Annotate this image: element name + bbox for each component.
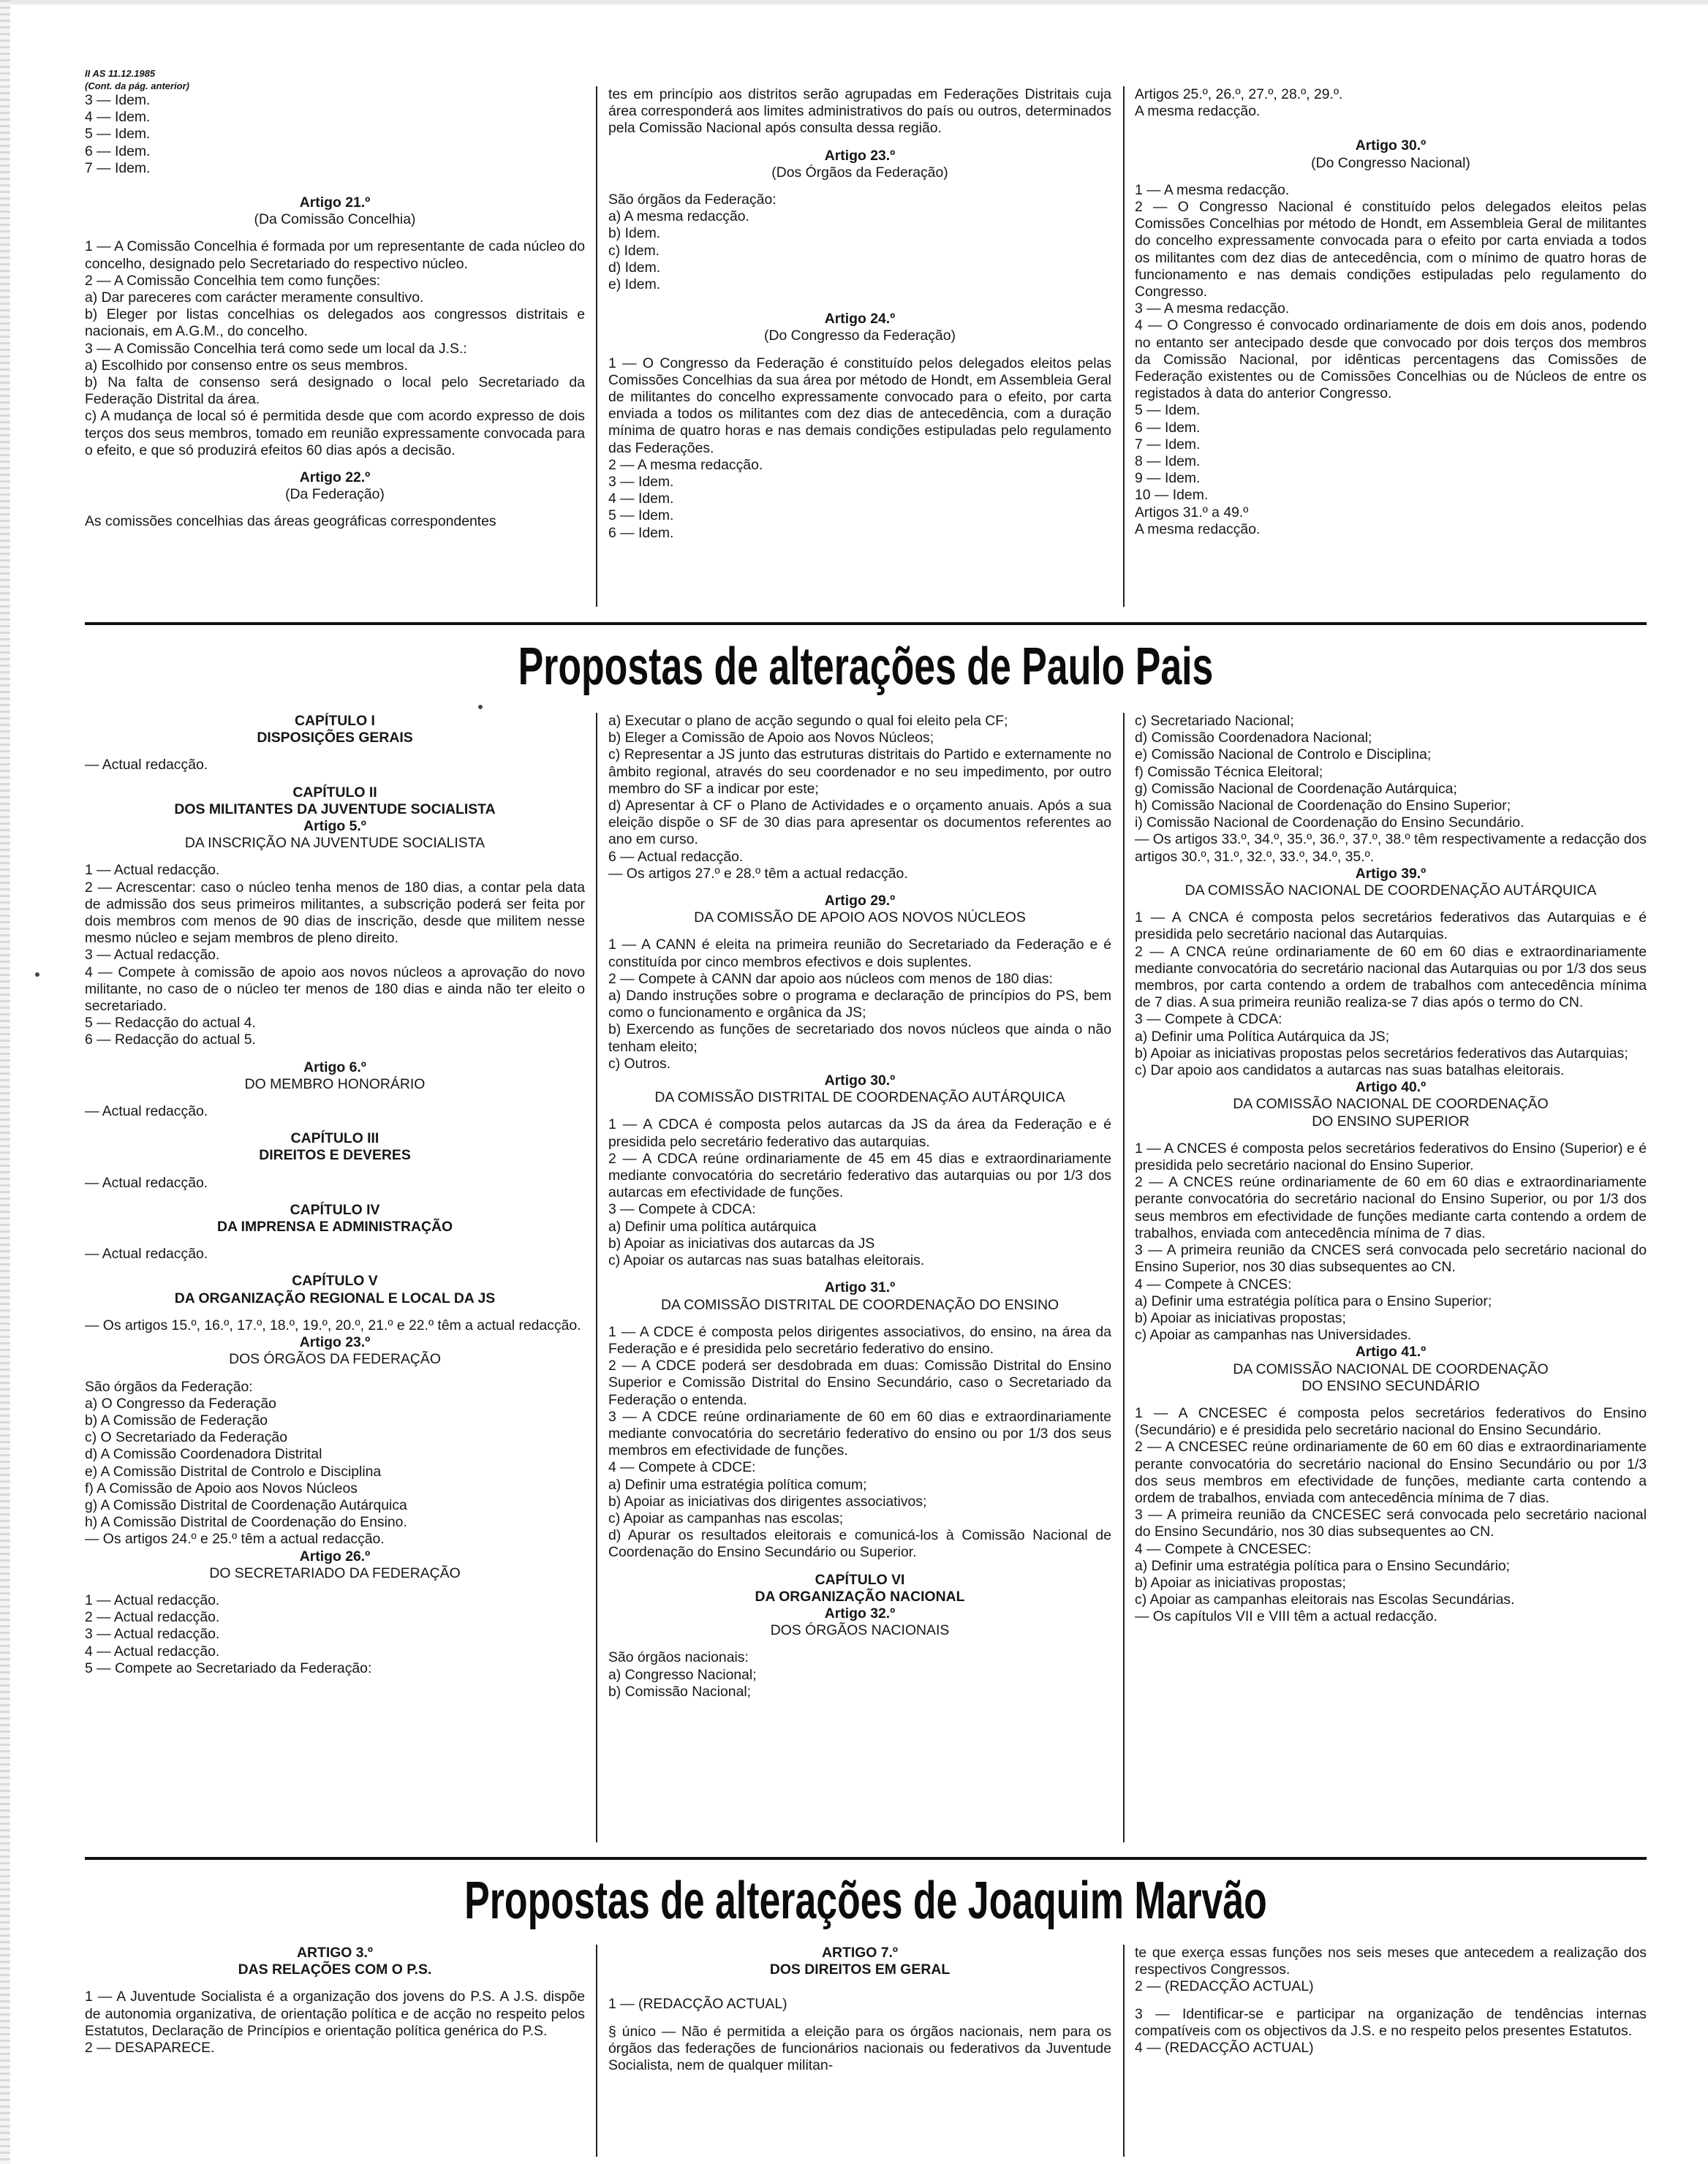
paragraph: tes em princípio aos distritos serão agrupadas em Federações Distritais cuja área corresponderá aos limites administrativos do país ou outros, determinados pela Comissão Nacional após consulta dessa região. bbox=[608, 86, 1111, 137]
paragraph: 1 — O Congresso da Federação é constituído pelos delegados eleitos pelas Comissões Concelhias da sua área por método de Hondt, em Assembleia Geral de militantes do concelho expressamente convocado para o efeito, por carta enviada a todos os militantes com dez dias de antecedência, com a duração mínima de quatro horas e nas demais condições estipuladas pelo regulamento das Federações. bbox=[608, 355, 1111, 456]
paragraph: c) Apoiar as campanhas nas Universidades. bbox=[1135, 1327, 1412, 1344]
spacer bbox=[608, 137, 1111, 148]
paragraph: 4 — Compete à CNCESEC: bbox=[1135, 1540, 1312, 1557]
spacer bbox=[1135, 1395, 1647, 1405]
paragraph: 4 — Compete à comissão de apoio aos novos núcleos a aprovação do novo militante, no caso de o núcleo ter menos de 180 dias e ainda não ter eleito o secretariado. bbox=[85, 964, 585, 1015]
top-column-3 bbox=[1135, 86, 1647, 608]
list-item: 6 — Idem. bbox=[608, 524, 674, 541]
paragraph: 1 — A CDCA é composta pelos autarcas da JS da área da Federação e é presidida pelo secretário federativo das autarquias. bbox=[608, 1116, 1111, 1150]
article-subtitle: DO MEMBRO HONORÁRIO bbox=[244, 1075, 426, 1092]
paragraph: 2 — (REDACÇÃO ACTUAL) bbox=[1135, 1978, 1314, 1995]
article-subtitle: DOS ÓRGÃOS DA FEDERAÇÃO bbox=[229, 1351, 441, 1368]
list-item: 4 — Idem. bbox=[608, 491, 674, 507]
spacer bbox=[608, 1106, 1111, 1116]
list-item: 6 — Idem. bbox=[85, 143, 151, 159]
top-column-3-body bbox=[1135, 86, 1647, 538]
paulo-pais-column-1-body bbox=[85, 713, 585, 1677]
article-subtitle: DA COMISSÃO NACIONAL DE COORDENAÇÃO bbox=[1233, 1096, 1549, 1113]
list-item: d) A Comissão Coordenadora Distrital bbox=[85, 1446, 322, 1463]
spacer bbox=[85, 228, 585, 238]
article-title: ARTIGO 7.º bbox=[821, 1945, 899, 1961]
list-item: b) A Comissão de Federação bbox=[85, 1412, 268, 1429]
article-title: Artigo 41.º bbox=[1355, 1344, 1427, 1361]
spacer bbox=[85, 459, 585, 469]
page-top-edge bbox=[0, 0, 1708, 4]
article-title: DAS RELAÇÕES COM O P.S. bbox=[238, 1961, 432, 1978]
paragraph: 1 — A Juventude Socialista é a organização dos jovens do P.S. A J.S. dispõe de autonomia organizativa, de orientação política e de acção no respeito pelos Estatutos, Declaração de Princípios e orientação política genérica do P.S. bbox=[85, 1989, 585, 2039]
paulo-pais-column-2 bbox=[608, 713, 1111, 1843]
paragraph: a) Dando instruções sobre o programa e declaração de princípios do PS, bem como o funcionamento e orgânica da JS; bbox=[608, 988, 1111, 1021]
top-column-2-body bbox=[608, 86, 1111, 542]
paragraph: c) Apoiar as campanhas eleitorais nas Escolas Secundárias. bbox=[1135, 1592, 1515, 1608]
paragraph: São órgãos da Federação: bbox=[608, 192, 776, 208]
paragraph: c) A mudança de local só é permitida desde que com acordo expresso de dois terços dos seus membros, tomado em reunião expressamente convocada para o efeito, e que só produzirá efeitos 60 dias após a decisão. bbox=[85, 408, 585, 458]
paragraph: 1 — A CDCE é composta pelos dirigentes associativos, do ensino, na área da Federação e é presidida pelo secretário federativo do ensino. bbox=[608, 1323, 1111, 1357]
article-title: Artigo 23.º bbox=[299, 1334, 371, 1351]
article-title: Artigo 30.º bbox=[824, 1072, 896, 1089]
paragraph: b) Eleger a Comissão de Apoio aos Novos Núcleos; bbox=[608, 730, 934, 746]
list-item: 5 — Idem. bbox=[608, 507, 674, 524]
article-title: DA ORGANIZAÇÃO REGIONAL E LOCAL DA JS bbox=[174, 1290, 496, 1306]
article-subtitle: (Da Comissão Concelhia) bbox=[254, 211, 416, 228]
paulo-pais-column-3 bbox=[1135, 713, 1647, 1843]
list-item: e) A Comissão Distrital de Controlo e Disciplina bbox=[85, 1463, 382, 1480]
paragraph: — Os artigos 27.º e 28.º têm a actual redacção. bbox=[608, 865, 908, 882]
paragraph: 2 — A CNCA reúne ordinariamente de 60 em 60 dias e extraordinariamente mediante convocatória do secretário nacional das Autarquias ou por 1/3 dos seus membros, por carta contendo a ordem de trabalhos com antecedência mínima de 7 dias. A sua primeira reunião realiza-se 7 dias após o termo do CN. bbox=[1135, 943, 1647, 1011]
article-subtitle: DA INSCRIÇÃO NA JUVENTUDE SOCIALISTA bbox=[184, 835, 485, 852]
paragraph: 6 — Redacção do actual 5. bbox=[85, 1032, 256, 1048]
paragraph: 1 — Actual redacção. bbox=[85, 862, 220, 879]
paragraph: a) Dar pareceres com carácter meramente consultivo. bbox=[85, 290, 424, 306]
article-title: Artigo 31.º bbox=[824, 1279, 896, 1296]
column-divider bbox=[596, 1945, 597, 2157]
paragraph: 3 — A primeira reunião da CNCES será convocada pelo secretário nacional do Ensino Superior, nos 30 dias subsequentes ao CN. bbox=[1135, 1242, 1647, 1276]
spacer bbox=[85, 1369, 585, 1379]
list-item: e) Idem. bbox=[608, 276, 661, 293]
section-rule bbox=[85, 622, 1647, 625]
paragraph: — Actual redacção. bbox=[85, 757, 208, 773]
spacer bbox=[608, 1314, 1111, 1324]
spacer bbox=[85, 177, 585, 194]
list-item: 2 — Actual redacção. bbox=[85, 1609, 220, 1626]
list-item: 7 — Idem. bbox=[85, 159, 151, 176]
list-item: b) Idem. bbox=[608, 225, 661, 242]
article-title: DISPOSIÇÕES GERAIS bbox=[257, 730, 413, 746]
article-subtitle: DA COMISSÃO DE APOIO AOS NOVOS NÚCLEOS bbox=[694, 909, 1026, 926]
list-item: f) Comissão Técnica Eleitoral; bbox=[1135, 763, 1323, 780]
list-item: 3 — Actual redacção. bbox=[85, 1626, 220, 1643]
paragraph: b) Apoiar as iniciativas propostas; bbox=[1135, 1309, 1346, 1326]
article-subtitle: DA COMISSÃO NACIONAL DE COORDENAÇÃO AUTÁRQUICA bbox=[1184, 882, 1597, 899]
paragraph: — Os artigos 15.º, 16.º, 17.º, 18.º, 19.º, 20.º, 21.º e 22.º têm a actual redacção. bbox=[85, 1317, 581, 1333]
paragraph: — Actual redacção. bbox=[85, 1246, 208, 1263]
spacer bbox=[608, 1269, 1111, 1279]
list-item: 5 — Compete ao Secretariado da Federação: bbox=[85, 1660, 372, 1676]
paragraph: São órgãos nacionais: bbox=[608, 1649, 749, 1666]
paragraph: 2 — A CDCE poderá ser desdobrada em duas: Comissão Distrital do Ensino Superior e Comissão Distrital do Ensino Secundário, caso o Secretariado da Federação o entenda. bbox=[608, 1358, 1111, 1408]
list-item: c) O Secretariado da Federação bbox=[85, 1429, 287, 1446]
paragraph: b) Apoiar as iniciativas dos autarcas da JS bbox=[608, 1235, 875, 1252]
paragraph: a) Definir uma estratégia política para o Ensino Secundário; bbox=[1135, 1557, 1511, 1574]
list-item: 4 — Actual redacção. bbox=[85, 1643, 220, 1660]
top-column-1-body bbox=[85, 92, 585, 531]
list-item: a) A mesma redacção. bbox=[608, 208, 749, 225]
paragraph: 3 — Compete à CDCA: bbox=[1135, 1011, 1282, 1028]
paragraph: — Actual redacção. bbox=[85, 1103, 208, 1120]
article-title: CAPÍTULO V bbox=[292, 1273, 378, 1290]
paragraph: c) Apoiar os autarcas nas suas batalhas eleitorais. bbox=[608, 1252, 925, 1269]
spacer bbox=[85, 852, 585, 862]
list-item: 10 — Idem. bbox=[1135, 487, 1209, 504]
column-divider bbox=[596, 713, 597, 1842]
article-title: Artigo 40.º bbox=[1355, 1079, 1427, 1096]
article-subtitle: DO SECRETARIADO DA FEDERAÇÃO bbox=[209, 1565, 461, 1581]
paragraph: 2 — Acrescentar: caso o núcleo tenha menos de 180 dias, a contar pela data de admissão dos seus primeiros militantes, a subscrição poderá ser feita por dois membros com menos de 90 dias de inscrição, desde que militem nesse mesmo núcleo e sejam membros de pleno direito. bbox=[85, 879, 585, 947]
spacer bbox=[85, 1307, 585, 1317]
list-item: 6 — Idem. bbox=[1135, 419, 1201, 436]
paragraph: 3 — A primeira reunião da CNCESEC será convocada pelo secretário nacional do Ensino Secundário, nos 30 dias subsequentes ao CN. bbox=[1135, 1507, 1647, 1540]
paulo-pais-column-3-body bbox=[1135, 713, 1647, 1626]
list-item: a) O Congresso da Federação bbox=[85, 1395, 276, 1412]
paragraph: 1 — A CNCESEC é composta pelos secretários federativos do Ensino (Secundário) e é presidida pelo secretário nacional do Ensino Secundário. bbox=[1135, 1404, 1647, 1439]
list-item: 8 — Idem. bbox=[1135, 453, 1201, 470]
list-item: 9 — Idem. bbox=[1135, 470, 1201, 487]
spacer bbox=[85, 1093, 585, 1103]
spacer bbox=[1135, 899, 1647, 909]
paulo-pais-column-1 bbox=[85, 713, 585, 1843]
article-title: Artigo 5.º bbox=[303, 818, 366, 835]
paragraph: 4 — O Congresso é convocado ordinariamente de dois em dois anos, podendo no entanto ser antecipado desde que convocado por dois terços dos membros da Comissão Nacional, por idênticas percentagens das Comissões de Federação existentes ou de Comissões Concelhias ou de Núcleos de entre os registados à data do anterior Congresso. bbox=[1135, 317, 1647, 402]
article-subtitle: DO ENSINO SUPERIOR bbox=[1312, 1113, 1470, 1130]
article-subtitle: DA COMISSÃO DISTRITAL DE COORDENAÇÃO DO ENSINO bbox=[660, 1296, 1059, 1313]
list-item: A mesma redacção. bbox=[1135, 521, 1261, 537]
paragraph: a) Definir uma estratégia política para o Ensino Superior; bbox=[1135, 1293, 1492, 1309]
joaquim-marvao-column-2 bbox=[608, 1945, 1111, 2157]
column-divider bbox=[1123, 1945, 1125, 2157]
spacer bbox=[85, 1120, 585, 1130]
spacer bbox=[608, 293, 1111, 311]
paragraph: d) Apresentar à CF o Plano de Actividades e o orçamento anuais. Após a sua eleição dispõe o SF de 30 dias para apresentar os documentos referentes ao ano em curso. bbox=[608, 798, 1111, 848]
paragraph: a) Definir uma Política Autárquica da JS; bbox=[1135, 1028, 1390, 1045]
joaquim-marvao-column-1-body bbox=[85, 1945, 585, 2057]
spacer bbox=[608, 882, 1111, 893]
list-item: a) Congresso Nacional; bbox=[608, 1666, 757, 1683]
article-title: DOS DIREITOS EM GERAL bbox=[769, 1961, 951, 1978]
list-item: Artigos 31.º a 49.º bbox=[1135, 504, 1249, 521]
list-item: 3 — Idem. bbox=[85, 92, 151, 108]
paragraph: — Actual redacção. bbox=[85, 1174, 208, 1191]
spacer bbox=[85, 1236, 585, 1246]
joaquim-marvao-column-2-body bbox=[608, 1945, 1111, 2074]
spacer bbox=[608, 926, 1111, 937]
article-title: Artigo 22.º bbox=[299, 469, 371, 486]
paragraph: 2 — Compete à CANN dar apoio aos núcleos com menos de 180 dias: bbox=[608, 970, 1053, 987]
article-title: CAPÍTULO VI bbox=[815, 1571, 905, 1588]
joaquim-marvao-column-3-body bbox=[1135, 1945, 1647, 2057]
article-subtitle: DOS ÓRGÃOS NACIONAIS bbox=[770, 1622, 950, 1639]
paragraph: d) Apurar os resultados eleitorais e comunicá-los à Comissão Nacional de Coordenação do Ensino Secundário ou Superior. bbox=[608, 1527, 1111, 1561]
spacer bbox=[1135, 1130, 1647, 1140]
paragraph: 3 — Identificar-se e participar na organização de tendências internas compatíveis com os objectivos da J.S. e no respeito pelos presentes Estatutos. bbox=[1135, 2005, 1647, 2039]
spacer bbox=[85, 1978, 585, 1989]
paragraph: 5 — Redacção do actual 4. bbox=[85, 1015, 256, 1032]
list-item: — Os artigos 24.º e 25.º têm a actual redacção. bbox=[85, 1531, 385, 1548]
article-title: CAPÍTULO I bbox=[295, 713, 375, 729]
paragraph: 4 — Compete à CDCE: bbox=[608, 1459, 756, 1476]
spacer bbox=[1135, 1996, 1647, 2006]
list-item: h) A Comissão Distrital de Coordenação do Ensino. bbox=[85, 1514, 407, 1531]
spacer bbox=[85, 1049, 585, 1059]
article-title: DA ORGANIZAÇÃO NACIONAL bbox=[755, 1588, 965, 1605]
paragraph: b) Apoiar as iniciativas propostas pelos secretários federativos das Autarquias; bbox=[1135, 1045, 1628, 1062]
paragraph: 2 — A Comissão Concelhia tem como funções: bbox=[85, 272, 381, 289]
spacer bbox=[608, 2013, 1111, 2024]
paragraph: 1 — A CANN é eleita na primeira reunião do Secretariado da Federação e é constituída por cinco membros efectivos e dois suplentes. bbox=[608, 937, 1111, 970]
article-subtitle: DA COMISSÃO DISTRITAL DE COORDENAÇÃO AUTÁRQUICA bbox=[654, 1089, 1065, 1106]
spacer bbox=[85, 774, 585, 784]
article-title: Artigo 24.º bbox=[824, 311, 896, 328]
page-binding-edge bbox=[0, 0, 10, 2164]
list-item: 1 — Actual redacção. bbox=[85, 1592, 220, 1608]
list-item: 3 — Idem. bbox=[608, 474, 674, 491]
list-item: i) Comissão Nacional de Coordenação do Ensino Secundário. bbox=[1135, 814, 1524, 831]
list-item: A mesma redacção. bbox=[1135, 103, 1261, 120]
spacer bbox=[1135, 120, 1647, 137]
article-title: DIREITOS E DEVERES bbox=[259, 1147, 411, 1164]
paragraph: b) Apoiar as iniciativas propostas; bbox=[1135, 1574, 1346, 1591]
paragraph: 4 — (REDACÇÃO ACTUAL) bbox=[1135, 2040, 1314, 2057]
joaquim-marvao-column-3 bbox=[1135, 1945, 1647, 2157]
list-item: 2 — A mesma redacção. bbox=[608, 456, 763, 473]
paragraph: 4 — Compete à CNCES: bbox=[1135, 1276, 1292, 1293]
paragraph: 3 — A mesma redacção. bbox=[1135, 300, 1290, 317]
article-title: Artigo 6.º bbox=[303, 1059, 366, 1075]
spacer bbox=[608, 1978, 1111, 1996]
article-subtitle: (Dos Órgãos da Federação) bbox=[771, 164, 948, 181]
spacer bbox=[85, 746, 585, 757]
article-title: Artigo 39.º bbox=[1355, 865, 1427, 882]
list-item: 7 — Idem. bbox=[1135, 436, 1201, 453]
article-title: CAPÍTULO II bbox=[292, 784, 377, 801]
spacer bbox=[1135, 172, 1647, 182]
paragraph: b) Apoiar as iniciativas dos dirigentes associativos; bbox=[608, 1493, 927, 1510]
paragraph: 3 — Actual redacção. bbox=[85, 947, 220, 964]
paragraph: 3 — Compete à CDCA: bbox=[608, 1201, 756, 1218]
spacer bbox=[85, 1582, 585, 1592]
list-item: g) Comissão Nacional de Coordenação Autárquica; bbox=[1135, 780, 1457, 797]
article-subtitle: (Do Congresso Nacional) bbox=[1311, 154, 1470, 171]
list-item: c) Idem. bbox=[608, 242, 660, 259]
section-rule bbox=[85, 1857, 1647, 1860]
paragraph: 2 — A CNCESEC reúne ordinariamente de 60 em 60 dias e extraordinariamente perante convocatória do secretário nacional do Ensino Secundário ou por 1/3 dos seus membros em efectividade de funções, mediante carta contendo a ordem de trabalhos, enviada com antecedência mínima de 7 dias. bbox=[1135, 1439, 1647, 1506]
spacer bbox=[608, 345, 1111, 355]
list-item: 5 — Idem. bbox=[85, 126, 151, 143]
paulo-pais-column-2-body bbox=[608, 713, 1111, 1700]
paragraph: 1 — A mesma redacção. bbox=[1135, 181, 1290, 198]
issue-date: II AS 11.12.1985 bbox=[85, 68, 156, 79]
paragraph: 6 — Actual redacção. bbox=[608, 848, 744, 865]
column-divider bbox=[1123, 713, 1125, 1842]
section-heading-paulo-pais: Propostas de alterações de Paulo Pais bbox=[518, 638, 1214, 696]
list-item: g) A Comissão Distrital de Coordenação Autárquica bbox=[85, 1497, 407, 1513]
spacer bbox=[608, 181, 1111, 192]
article-title: Artigo 26.º bbox=[299, 1548, 371, 1565]
paragraph: 2 — DESAPARECE. bbox=[85, 2040, 215, 2057]
paragraph: a) Definir uma estratégia política comum; bbox=[608, 1476, 867, 1493]
spacer bbox=[608, 1562, 1111, 1572]
article-subtitle: (Da Federação) bbox=[285, 486, 385, 503]
article-title: DA IMPRENSA E ADMINISTRAÇÃO bbox=[216, 1219, 453, 1236]
list-item: h) Comissão Nacional de Coordenação do Ensino Superior; bbox=[1135, 798, 1511, 814]
list-item: e) Comissão Nacional de Controlo e Disciplina; bbox=[1135, 746, 1432, 763]
paragraph: c) Representar a JS junto das estruturas distritais do Partido e externamente no âmbito regional, através do seu coordenador e no seu impedimento, por outro membro do SF a indicar por este; bbox=[608, 746, 1111, 797]
article-title: Artigo 30.º bbox=[1355, 137, 1427, 154]
list-item: 5 — Idem. bbox=[1135, 402, 1201, 419]
list-item: d) Idem. bbox=[608, 259, 661, 276]
paragraph: b) Exercendo as funções de secretariado dos novos núcleos que ainda o não tenham eleito; bbox=[608, 1021, 1111, 1055]
scan-speck bbox=[35, 972, 39, 977]
paragraph: 2 — A CDCA reúne ordinariamente de 45 em 45 dias e extraordinariamente mediante convocatória do secretário federativo das autarquias ou por 1/3 dos autarcas em efectividade de funções. bbox=[608, 1150, 1111, 1201]
article-subtitle: DO ENSINO SECUNDÁRIO bbox=[1301, 1377, 1480, 1394]
paragraph: a) Definir uma política autárquica bbox=[608, 1218, 817, 1235]
scan-speck bbox=[478, 705, 483, 709]
article-subtitle: DA COMISSÃO NACIONAL DE COORDENAÇÃO bbox=[1233, 1361, 1549, 1377]
top-column-2 bbox=[608, 86, 1111, 608]
list-item: d) Comissão Coordenadora Nacional; bbox=[1135, 730, 1372, 746]
paragraph: 2 — O Congresso Nacional é constituído pelos delegados eleitos pelas Comissões Concelhias por método de Hondt, em Assembleia Geral de militantes do concelho expressamente convocada para o efeito por carta enviada a todos os militantes com dez dias de antecedência, com o mínimo de quatro horas de funcionamento e nas demais condições estipuladas pelo regulamento do Congresso. bbox=[1135, 199, 1647, 300]
paragraph: 1 — (REDACÇÃO ACTUAL) bbox=[608, 1996, 787, 2013]
paragraph: 3 — A CDCE reúne ordinariamente de 60 em 60 dias e extraordinariamente mediante convocatória do secretário federativo do ensino ou por 1/3 dos seus membros em efectividade de funções. bbox=[608, 1408, 1111, 1459]
paragraph: c) Apoiar as campanhas nas escolas; bbox=[608, 1510, 844, 1526]
paragraph: 2 — A CNCES reúne ordinariamente de 60 em 60 dias e extraordinariamente perante convocatória do secretário nacional do Ensino Superior, ou por 1/3 dos seus membros em efectividade de funções mediante carta contendo a ordem de trabalhos, enviada com antecedência mínima de 7 dias. bbox=[1135, 1174, 1647, 1241]
paragraph: 1 — A CNCES é composta pelos secretários federativos do Ensino (Superior) e é presidida pelo secretário nacional do Ensino Superior. bbox=[1135, 1140, 1647, 1174]
list-item: b) Comissão Nacional; bbox=[608, 1683, 752, 1700]
spacer bbox=[608, 1639, 1111, 1649]
spacer bbox=[85, 1263, 585, 1273]
list-item: 4 — Idem. bbox=[85, 109, 151, 126]
paragraph: a) Escolhido por consenso entre os seus membros. bbox=[85, 357, 408, 374]
spacer bbox=[85, 1165, 585, 1175]
paragraph: 3 — A Comissão Concelhia terá como sede um local da J.S.: bbox=[85, 340, 467, 357]
article-title: CAPÍTULO IV bbox=[290, 1201, 380, 1218]
list-item: f) A Comissão de Apoio aos Novos Núcleos bbox=[85, 1480, 358, 1497]
article-title: Artigo 32.º bbox=[824, 1605, 896, 1622]
paragraph: — Os artigos 33.º, 34.º, 35.º, 36.º, 37.º, 38.º têm respectivamente a redacção dos artigos 30.º, 31.º, 32.º, 33.º, 34.º, 35.º. bbox=[1135, 831, 1647, 865]
article-title: Artigo 23.º bbox=[824, 147, 896, 164]
top-column-1 bbox=[85, 67, 585, 608]
article-title: CAPÍTULO III bbox=[290, 1130, 379, 1147]
spacer bbox=[85, 1192, 585, 1202]
paragraph: 1 — A Comissão Concelhia é formada por um representante de cada núcleo do concelho, designado pelo Secretariado do respectivo núcleo. bbox=[85, 238, 585, 272]
column-divider bbox=[596, 86, 597, 607]
list-item: c) Secretariado Nacional; bbox=[1135, 713, 1294, 729]
spacer bbox=[85, 503, 585, 513]
paragraph: As comissões concelhias das áreas geográficas correspondentes bbox=[85, 513, 496, 530]
paragraph: São órgãos da Federação: bbox=[85, 1378, 253, 1395]
list-item: Artigos 25.º, 26.º, 27.º, 28.º, 29.º. bbox=[1135, 86, 1343, 102]
joaquim-marvao-column-1 bbox=[85, 1945, 585, 2157]
article-title: Artigo 29.º bbox=[824, 893, 896, 909]
article-title: Artigo 21.º bbox=[299, 194, 371, 211]
paragraph: § único — Não é permitida a eleição para os órgãos nacionais, nem para os órgãos das federações de funcionários nacionais ou federativos da Juventude Socialista, nem de qualquer militan- bbox=[608, 2023, 1111, 2074]
article-subtitle: (Do Congresso da Federação) bbox=[764, 328, 956, 344]
paragraph: a) Executar o plano de acção segundo o qual foi eleito pela CF; bbox=[608, 713, 1008, 729]
paragraph: — Os capítulos VII e VIII têm a actual redacção. bbox=[1135, 1608, 1437, 1625]
article-title: DOS MILITANTES DA JUVENTUDE SOCIALISTA bbox=[174, 801, 496, 817]
paragraph: te que exerça essas funções nos seis meses que antecedem a realização dos respectivos Congressos. bbox=[1135, 1945, 1647, 1978]
paragraph: b) Eleger por listas concelhias os delegados aos congressos distritais e nacionais, em A.G.M., do concelho. bbox=[85, 306, 585, 340]
paragraph: 1 — A CNCA é composta pelos secretários federativos das Autarquias e é presidida pelo secretário nacional das Autarquias. bbox=[1135, 909, 1647, 943]
paragraph: b) Na falta de consenso será designado o local pelo Secretariado da Federação Distrital da área. bbox=[85, 374, 585, 408]
paragraph: c) Dar apoio aos candidatos a autarcas nas suas batalhas eleitorais. bbox=[1135, 1062, 1565, 1079]
paragraph: c) Outros. bbox=[608, 1055, 671, 1072]
article-title: ARTIGO 3.º bbox=[296, 1945, 374, 1961]
section-heading-joaquim-marvao: Propostas de alterações de Joaquim Marvão bbox=[464, 1872, 1267, 1930]
column-divider bbox=[1123, 86, 1125, 607]
continuation-note: (Cont. da pág. anterior) bbox=[85, 80, 189, 91]
